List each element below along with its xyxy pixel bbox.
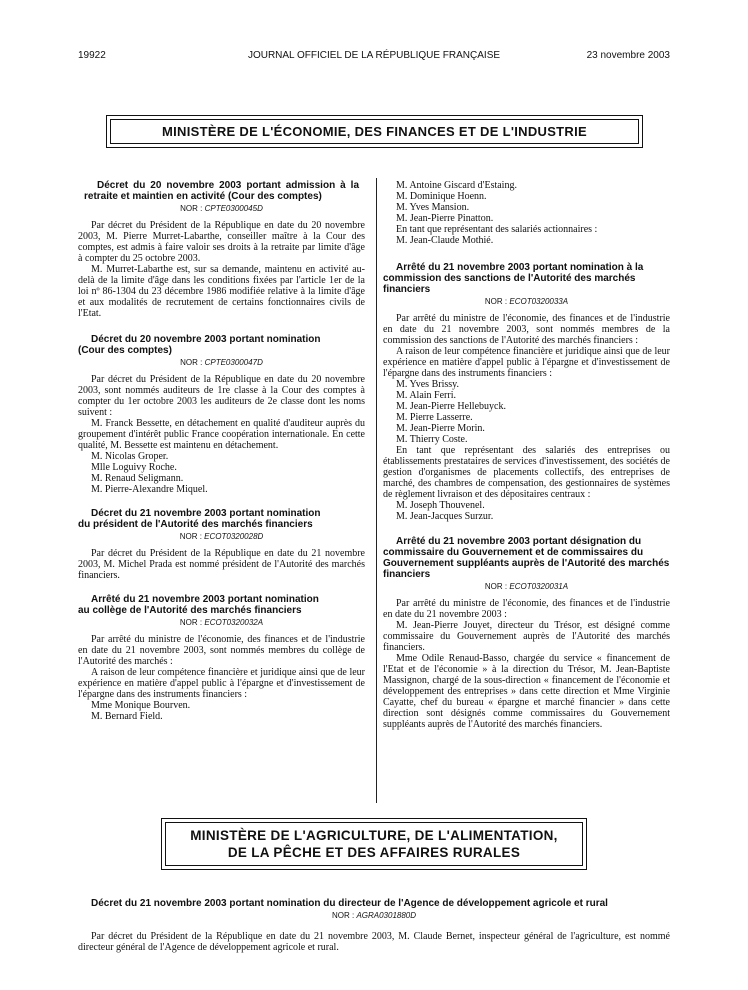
decree-1-nor: NOR : CPTE0300045D	[180, 204, 263, 213]
list-item: M. Yves Brissy.	[396, 379, 459, 390]
arrete-1-nor: NOR : ECOT0320032A	[179, 618, 264, 627]
list-item: M. Jean-Pierre Hellebuyck.	[396, 401, 506, 412]
list-item: M. Alain Ferri.	[396, 390, 456, 401]
decree-1-p1: Par décret du Président de la République en date du 20 novembre 2003, M. Pierre Murret-Labarthe, conseiller maître à la Cour des comptes, est admis à faire valoir ses droits à la retraite par limite d'âge à compter du 25 octobre 2003.	[78, 220, 365, 264]
arrete-2-p1: Par arrêté du ministre de l'économie, des finances et de l'industrie en date du 21 novembre 2003, sont nommés membres de la commission des sanctions de l'Autorité des marchés financiers :	[383, 313, 670, 346]
decree-3-title: Décret du 21 novembre 2003 portant nomination du président de l'Autorité des marchés financiers	[78, 508, 321, 530]
column-separator	[376, 178, 377, 803]
list-item: Mlle Loguivy Roche.	[91, 462, 177, 473]
page-number: 19922	[78, 50, 106, 61]
ministry-agriculture-box	[161, 818, 587, 870]
arrete-3-p3: Mme Odile Renaud-Basso, chargée du service « financement de l'Etat et de l'économie » à la direction du Trésor, M. Jean-Baptiste Massignon, chargé de la sous-direction « financement de l'économie et développement des entreprises » dans cette direction et Mme Virginie Cayatte, chef du bureau « épargne et marché financier » dans cette direction sont désignés comme commissaires du Gouvernement suppléants auprès de l'Autorité des marchés financiers.	[383, 653, 670, 730]
list-item: M. Pierre Lasserre.	[396, 412, 473, 423]
arrete-1-p1: Par arrêté du ministre de l'économie, des finances et de l'industrie en date du 21 novembre 2003, sont nommés membres du collège de l'Autorité des marchés :	[78, 634, 365, 667]
decree-2-nor: NOR : CPTE0300047D	[180, 358, 263, 367]
list-item: M. Antoine Giscard d'Estaing.	[396, 180, 517, 191]
ministry-agriculture-title-line1: MINISTÈRE DE L'AGRICULTURE, DE L'ALIMENTATION,	[190, 828, 558, 843]
list-item: M. Jean-Jacques Surzur.	[396, 511, 494, 522]
list-item: M. Yves Mansion.	[396, 202, 470, 213]
ministry-economie-box	[106, 115, 643, 148]
arrete-2-p3: En tant que représentant des salariés des entreprises ou établissements prestataires de services d'investissement, des sociétés de gestion d'organismes de placements collectifs, des entreprises de marché, des chambres de compensation, des gestionnaires de systèmes de règlement livraison et des dépositaires centraux :	[383, 445, 670, 500]
list-item: M. Joseph Thouvenel.	[396, 500, 485, 511]
decree-2-title: Décret du 20 novembre 2003 portant nomination (Cour des comptes)	[78, 334, 321, 356]
list-item: M. Renaud Seligmann.	[91, 473, 184, 484]
page-date: 23 novembre 2003	[586, 50, 670, 61]
list-item: M. Thierry Coste.	[396, 434, 468, 445]
arrete-3-p1: Par arrêté du ministre de l'économie, des finances et de l'industrie en date du 21 novembre 2003 :	[383, 598, 670, 620]
list-item: M. Pierre-Alexandre Miquel.	[91, 484, 208, 495]
arrete-2-p2: A raison de leur compétence financière et juridique ainsi que de leur expérience en matière d'appel public à l'épargne et d'investissement de l'épargne dans des instruments financiers :	[383, 346, 670, 379]
list-item: M. Nicolas Groper.	[91, 451, 169, 462]
ministry-agriculture-title-line2: DE LA PÊCHE ET DES AFFAIRES RURALES	[227, 845, 521, 860]
arrete-3-title: Arrêté du 21 novembre 2003 portant désignation du commissaire du Gouvernement et de commissaires du Gouvernement suppléants auprès de l'Autorité des marchés financiers	[383, 536, 670, 580]
left-column	[78, 180, 365, 722]
bottom-section	[78, 898, 670, 953]
arrete-2-title: Arrêté du 21 novembre 2003 portant nomination à la commission des sanctions de l'Autorité des marchés financiers	[383, 262, 644, 295]
arrete-1-p2: A raison de leur compétence financière et juridique ainsi que de leur expérience en matière d'appel public à l'épargne et d'investissement de l'épargne dans des instruments financiers :	[78, 667, 365, 700]
decree-4-title: Décret du 21 novembre 2003 portant nomination du directeur de l'Agence de développement agricole et rural	[91, 898, 608, 909]
ministry-economie-title: MINISTÈRE DE L'ÉCONOMIE, DES FINANCES ET DE L'INDUSTRIE	[162, 124, 587, 139]
decree-2-p1: Par décret du Président de la République en date du 20 novembre 2003, sont nommés auditeurs de 1re classe à la Cour des comptes à compter du 1er octobre 2003 les auditeurs de 2e classe dont les noms suivent :	[78, 374, 365, 418]
list-item: M. Bernard Field.	[91, 711, 163, 722]
journal-title: JOURNAL OFFICIEL DE LA RÉPUBLIQUE FRANÇAISE	[247, 50, 501, 61]
decree-1-title: Décret du 20 novembre 2003 portant admission à la retraite et maintien en activité (Cour des comptes)	[84, 180, 359, 202]
decree-2-p2: M. Franck Bessette, en détachement en qualité d'auditeur auprès du groupement d'intérêt public France coopération internationale. En cette qualité, M. Bessette est maintenu en détachement.	[78, 418, 365, 451]
decree-3-p1: Par décret du Président de la République en date du 21 novembre 2003, M. Michel Prada est nommé président de l'Autorité des marchés financiers.	[78, 548, 365, 581]
arrete-1-p3: En tant que représentant des salariés actionnaires :	[396, 224, 598, 235]
list-item: M. Jean-Pierre Morin.	[396, 423, 485, 434]
arrete-2-nor: NOR : ECOT0320033A	[484, 297, 569, 306]
decree-4-nor: NOR : AGRA0301880D	[331, 911, 417, 920]
decree-3-nor: NOR : ECOT0320028D	[179, 532, 264, 541]
list-item: M. Dominique Hoenn.	[396, 191, 487, 202]
list-item: M. Jean-Pierre Pinatton.	[396, 213, 494, 224]
arrete-3-p2: M. Jean-Pierre Jouyet, directeur du Trésor, est désigné comme commissaire du Gouvernement auprès de l'Autorité des marchés financiers.	[383, 620, 670, 653]
right-column	[383, 180, 670, 730]
decree-1-p2: M. Murret-Labarthe est, sur sa demande, maintenu en activité au-delà de la limite d'âge dans les conditions fixées par l'article 1er de la loi nº 86-1304 du 23 décembre 1986 modifiée relative à la limite d'âge et aux modalités de recrutement de certains fonctionnaires civils de l'Etat.	[78, 264, 365, 319]
list-item: Mme Monique Bourven.	[91, 700, 191, 711]
list-item: M. Jean-Claude Mothié.	[396, 235, 494, 246]
arrete-1-title: Arrêté du 21 novembre 2003 portant nomination au collège de l'Autorité des marchés financiers	[78, 594, 319, 616]
decree-4-p1: Par décret du Président de la République en date du 21 novembre 2003, M. Claude Bernet, inspecteur général de l'agriculture, est nommé directeur général de l'Agence de développement agricole et rural.	[78, 931, 670, 953]
arrete-3-nor: NOR : ECOT0320031A	[484, 582, 569, 591]
